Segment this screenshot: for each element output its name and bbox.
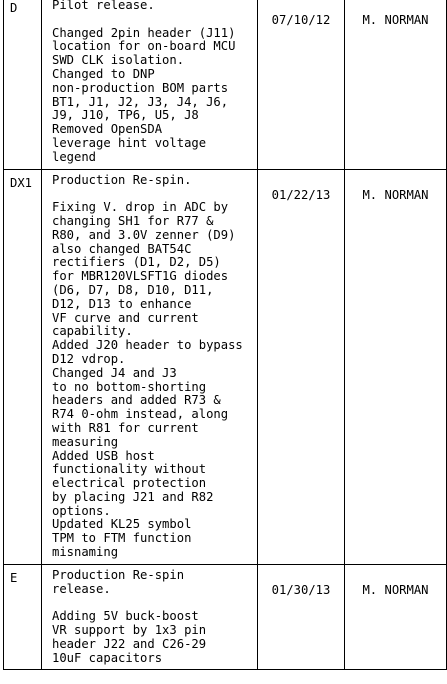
revision-body-line: rectifiers (D1, D2, D5) <box>52 255 221 270</box>
revision-date: 01/22/13 <box>258 169 345 564</box>
revision-row <box>4 169 447 564</box>
revision-body-line: D12, D13 to enhance <box>52 296 192 311</box>
revision-body-line: measuring <box>52 434 119 449</box>
revision-body-line: changing SH1 for R77 & <box>52 213 214 228</box>
revision-description <box>42 0 257 169</box>
revision-code: E <box>4 564 42 670</box>
revision-body-line: headers and added R73 & <box>52 393 221 408</box>
revision-body-line: electrical protection <box>52 476 207 491</box>
revision-title-line: release. <box>52 581 111 596</box>
revision-body-line: Fixing V. drop in ADC by <box>52 200 229 215</box>
revision-description-cell <box>42 169 258 564</box>
revision-author: M. NORMAN <box>345 564 447 670</box>
revision-body-line: Changed J4 and J3 <box>52 365 177 380</box>
revision-body-line: Changed 2pin header (J11) <box>52 25 236 40</box>
revision-history-table <box>3 0 447 670</box>
revision-body-line: VR support by 1x3 pin <box>52 623 207 638</box>
revision-row <box>4 564 447 670</box>
line-spacer <box>52 13 257 27</box>
revision-description <box>42 170 257 564</box>
revision-body-line: Adding 5V buck-boost <box>52 609 199 624</box>
revision-body-line: options. <box>52 503 111 518</box>
revision-body-line: header J22 and C26-29 <box>52 636 207 651</box>
revision-body-line: to no bottom-shorting <box>52 379 207 394</box>
revision-body-line: Changed to DNP <box>52 66 155 81</box>
revision-description <box>42 565 257 670</box>
line-spacer <box>52 187 257 201</box>
revision-body-line: BT1, J1, J2, J3, J4, J6, <box>52 94 229 109</box>
revision-body-line: non-production BOM parts <box>52 80 229 95</box>
revision-body-line: J9, J10, TP6, U5, J8 <box>52 108 199 123</box>
revision-code: D <box>4 0 42 169</box>
revision-date: 07/10/12 <box>258 0 345 169</box>
revision-body-line: 10uF capacitors <box>52 650 163 665</box>
revision-body-line: legend <box>52 149 97 164</box>
revision-body-line: Added USB host <box>52 448 155 463</box>
revision-body-line: SWD CLK isolation. <box>52 53 185 68</box>
revision-body-line: R80, and 3.0V zenner (D9) <box>52 227 236 242</box>
revision-row <box>4 0 447 169</box>
revision-body-line: leverage hint voltage <box>52 135 207 150</box>
revision-body-line: for MBR120VLSFT1G diodes <box>52 269 229 284</box>
revision-author: M. NORMAN <box>345 169 447 564</box>
revision-body-line: VF curve and current <box>52 310 199 325</box>
revision-body-line: Added J20 header to bypass <box>52 338 243 353</box>
revision-author: M. NORMAN <box>345 0 447 169</box>
revision-code: DX1 <box>4 169 42 564</box>
revision-body-line: with R81 for current <box>52 420 199 435</box>
revision-body-line: functionality without <box>52 462 207 477</box>
revision-body-line: also changed BAT54C <box>52 241 192 256</box>
revision-body-line: D12 vdrop. <box>52 351 126 366</box>
revision-title-line: Pilot release. <box>52 0 155 12</box>
revision-body-line: TPM to FTM function <box>52 531 192 546</box>
revision-description-cell <box>42 564 258 670</box>
revision-title-line: Production Re-spin <box>52 567 185 582</box>
revision-body-line: by placing J21 and R82 <box>52 489 214 504</box>
revision-title-line: Production Re-spin. <box>52 172 192 187</box>
revision-body-line: location for on-board MCU <box>52 39 236 54</box>
revision-body-line: (D6, D7, D8, D10, D11, <box>52 282 214 297</box>
revision-date: 01/30/13 <box>258 564 345 670</box>
revision-body-line: capability. <box>52 324 133 339</box>
revision-body-line: misnaming <box>52 545 119 560</box>
line-spacer <box>52 596 257 610</box>
revision-body-line: Removed OpenSDA <box>52 122 163 137</box>
revision-body-line: R74 0-ohm instead, along <box>52 407 229 422</box>
revision-description-cell <box>42 0 258 169</box>
revision-body-line: Updated KL25 symbol <box>52 517 192 532</box>
revision-rows <box>4 0 447 670</box>
